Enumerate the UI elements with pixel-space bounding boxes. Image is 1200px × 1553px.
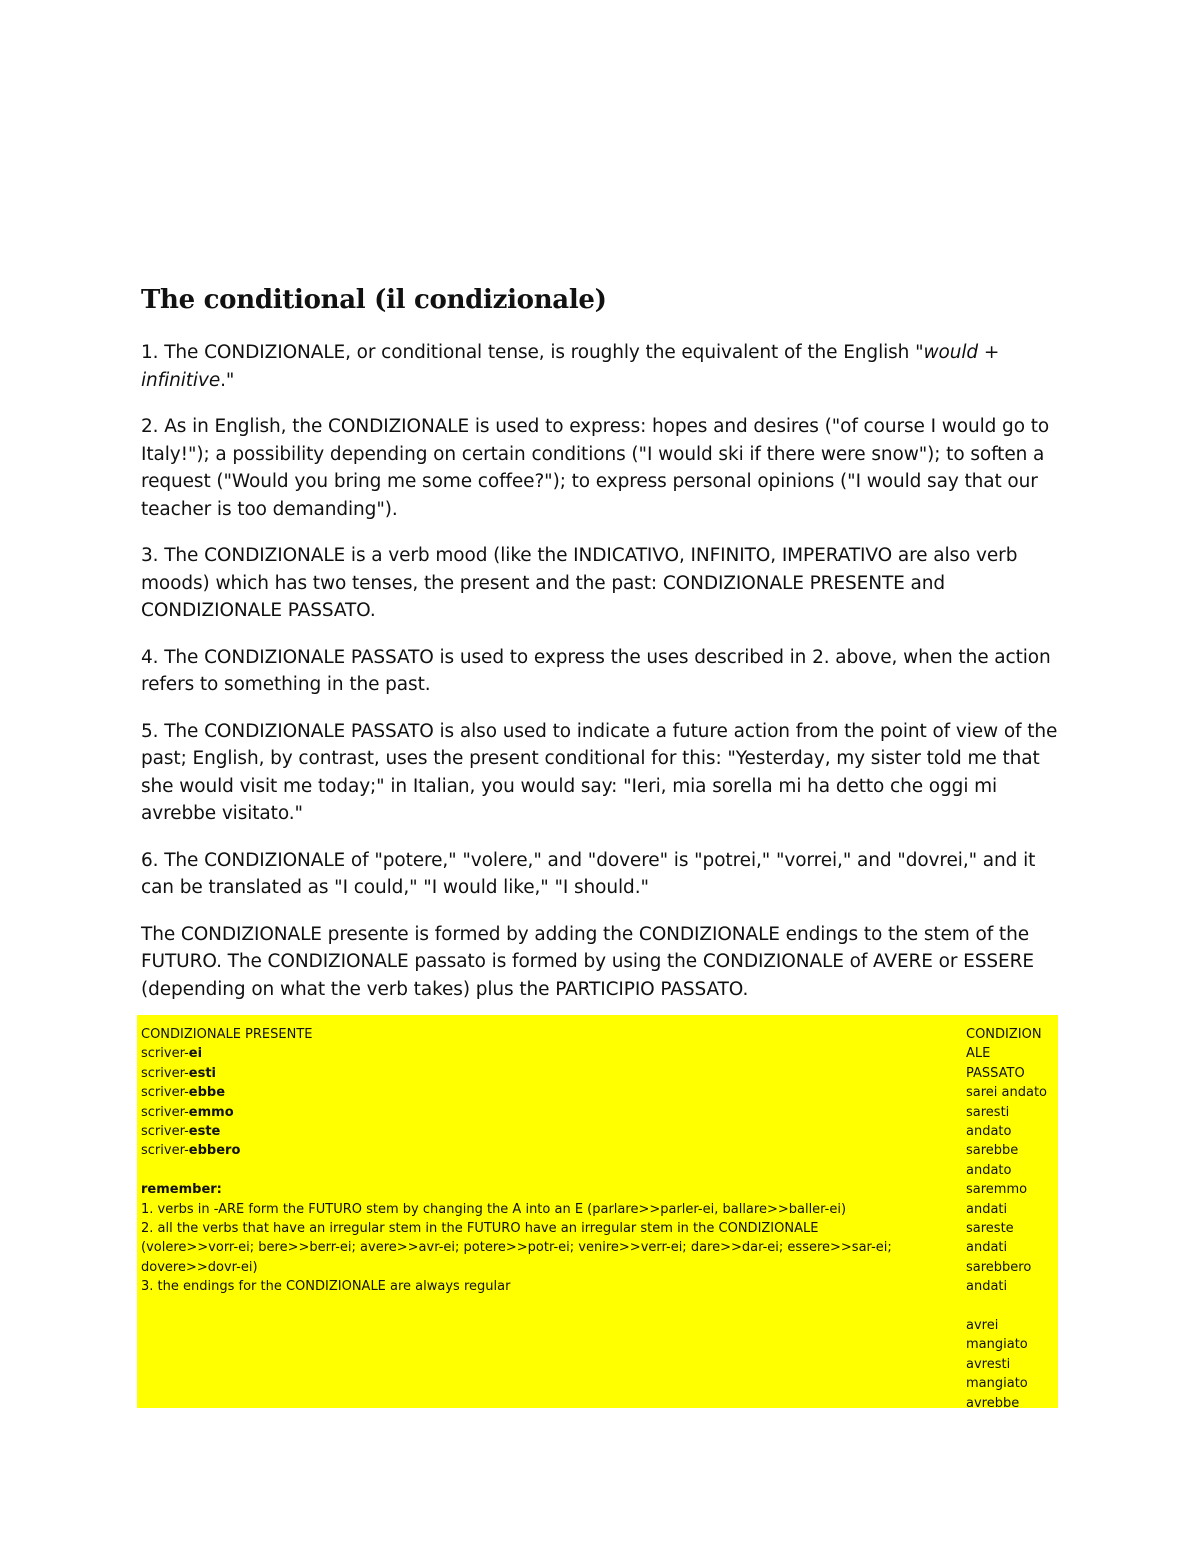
passato-line: avrebbe — [966, 1395, 1020, 1411]
document-body — [141, 283, 1061, 1007]
paragraph-1-italic: would + infinitive — [141, 342, 1000, 391]
passato-line: andati — [966, 1279, 1008, 1295]
passato-line: sarebbero — [966, 1259, 1032, 1275]
passato-line: avrei — [966, 1318, 999, 1334]
passato-line: andati — [966, 1201, 1008, 1217]
conjugation-right-column — [966, 1025, 1058, 1413]
passato-line: saresti — [966, 1104, 1010, 1120]
paragraph-4: 4. The CONDIZIONALE PASSATO is used to express the uses described in 2. above, when the action refers to something in the past. — [141, 646, 1051, 695]
conjugation-list — [141, 1044, 961, 1180]
paragraph-3: 3. The CONDIZIONALE is a verb mood (like the INDICATIVO, INFINITO, IMPERATIVO are also verb moods) which has two tenses, the present and the past: CONDIZIONALE PRESENTE and CONDIZIONALE PASSATO. — [141, 545, 1018, 621]
paragraph-2: 2. As in English, the CONDIZIONALE is used to express: hopes and desires ("of course I would go to Italy!"); a possibility depending on certain conditions ("I would ski if there were snow"); to soften a request ("Would you bring me some coffee?"); to express personal opinions ("I would say that our teacher is too demanding"). — [141, 416, 1050, 520]
passato-line: ALE — [966, 1046, 991, 1062]
passato-line: avresti — [966, 1356, 1011, 1372]
passato-line: CONDIZION — [966, 1027, 1042, 1042]
note-line: 1. verbs in -ARE form the FUTURO stem by changing the A into an E (parlare>>parler-ei, ballare>>baller-ei) — [141, 1201, 847, 1217]
passato-line: andati — [966, 1240, 1008, 1256]
conjugation-row: scriver-ebbe — [141, 1085, 226, 1101]
passato-line: andato — [966, 1124, 1012, 1140]
note-line: 3. the endings for the CONDIZIONALE are always regular — [141, 1279, 511, 1295]
passato-line: mangiato — [966, 1376, 1028, 1392]
conjugation-row: scriver-ebbero — [141, 1143, 241, 1159]
passato-line: mangiato — [966, 1337, 1028, 1353]
table-header-presente: CONDIZIONALE PRESENTE — [141, 1027, 313, 1042]
paragraph-6: 6. The CONDIZIONALE of "potere," "volere," and "dovere" is "potrei," "vorrei," and "dovrei," and it can be translated as "I could," "I would like," "I should." — [141, 849, 1036, 898]
conjugation-row: scriver-ei — [141, 1046, 203, 1062]
note-line: (volere>>vorr-ei; bere>>berr-ei; avere>>avr-ei; potere>>potr-ei; venire>>verr-ei; dare>>dar-ei; essere>>sar-ei; — [141, 1240, 892, 1256]
paragraph-7: The CONDIZIONALE presente is formed by adding the CONDIZIONALE endings to the stem of the FUTURO. The CONDIZIONALE passato is formed by using the CONDIZIONALE of AVERE or ESSERE (depending on what the verb takes) plus the PARTICIPIO PASSATO. — [141, 923, 1034, 1000]
passato-line: sarei andato — [966, 1085, 1048, 1101]
paragraph-5: 5. The CONDIZIONALE PASSATO is also used to indicate a future action from the point of view of the past; English, by contrast, uses the present conditional for this: "Yesterday, my sister told me that she would visit me today;" in Italian, you would say: "Ieri, mia sorella mi ha detto che oggi mi avrebbe visitato." — [141, 720, 1058, 824]
page-title: The conditional (il condizionale) — [141, 285, 607, 315]
paragraph-1-text: 1. The CONDIZIONALE, or conditional tense, is roughly the equivalent of the English " — [141, 342, 924, 363]
conjugation-left-column — [141, 1025, 961, 1297]
conjugation-row: scriver-este — [141, 1124, 221, 1140]
notes-list — [141, 1200, 961, 1297]
conjugation-row: scriver-esti — [141, 1065, 217, 1081]
passato-line: PASSATO — [966, 1065, 1025, 1081]
conjugation-table — [137, 1015, 1058, 1411]
remember-label: remember: — [141, 1182, 222, 1198]
note-line: 2. all the verbs that have an irregular stem in the FUTURO have an irregular stem in the CONDIZIONALE — [141, 1221, 819, 1237]
note-line: dovere>>dovr-ei) — [141, 1259, 258, 1275]
passato-line: andato — [966, 1162, 1012, 1178]
spacer — [141, 1161, 961, 1180]
conjugation-row: scriver-emmo — [141, 1104, 234, 1120]
passato-line: sarebbe — [966, 1143, 1019, 1159]
spacer — [966, 1297, 1058, 1316]
passato-list-2 — [966, 1316, 1058, 1413]
passato-line: sareste — [966, 1221, 1014, 1237]
passato-line: saremmo — [966, 1182, 1028, 1198]
passato-list-1 — [966, 1025, 1058, 1297]
paragraph-1-end: ." — [220, 369, 235, 391]
paragraph-1 — [141, 339, 1061, 394]
